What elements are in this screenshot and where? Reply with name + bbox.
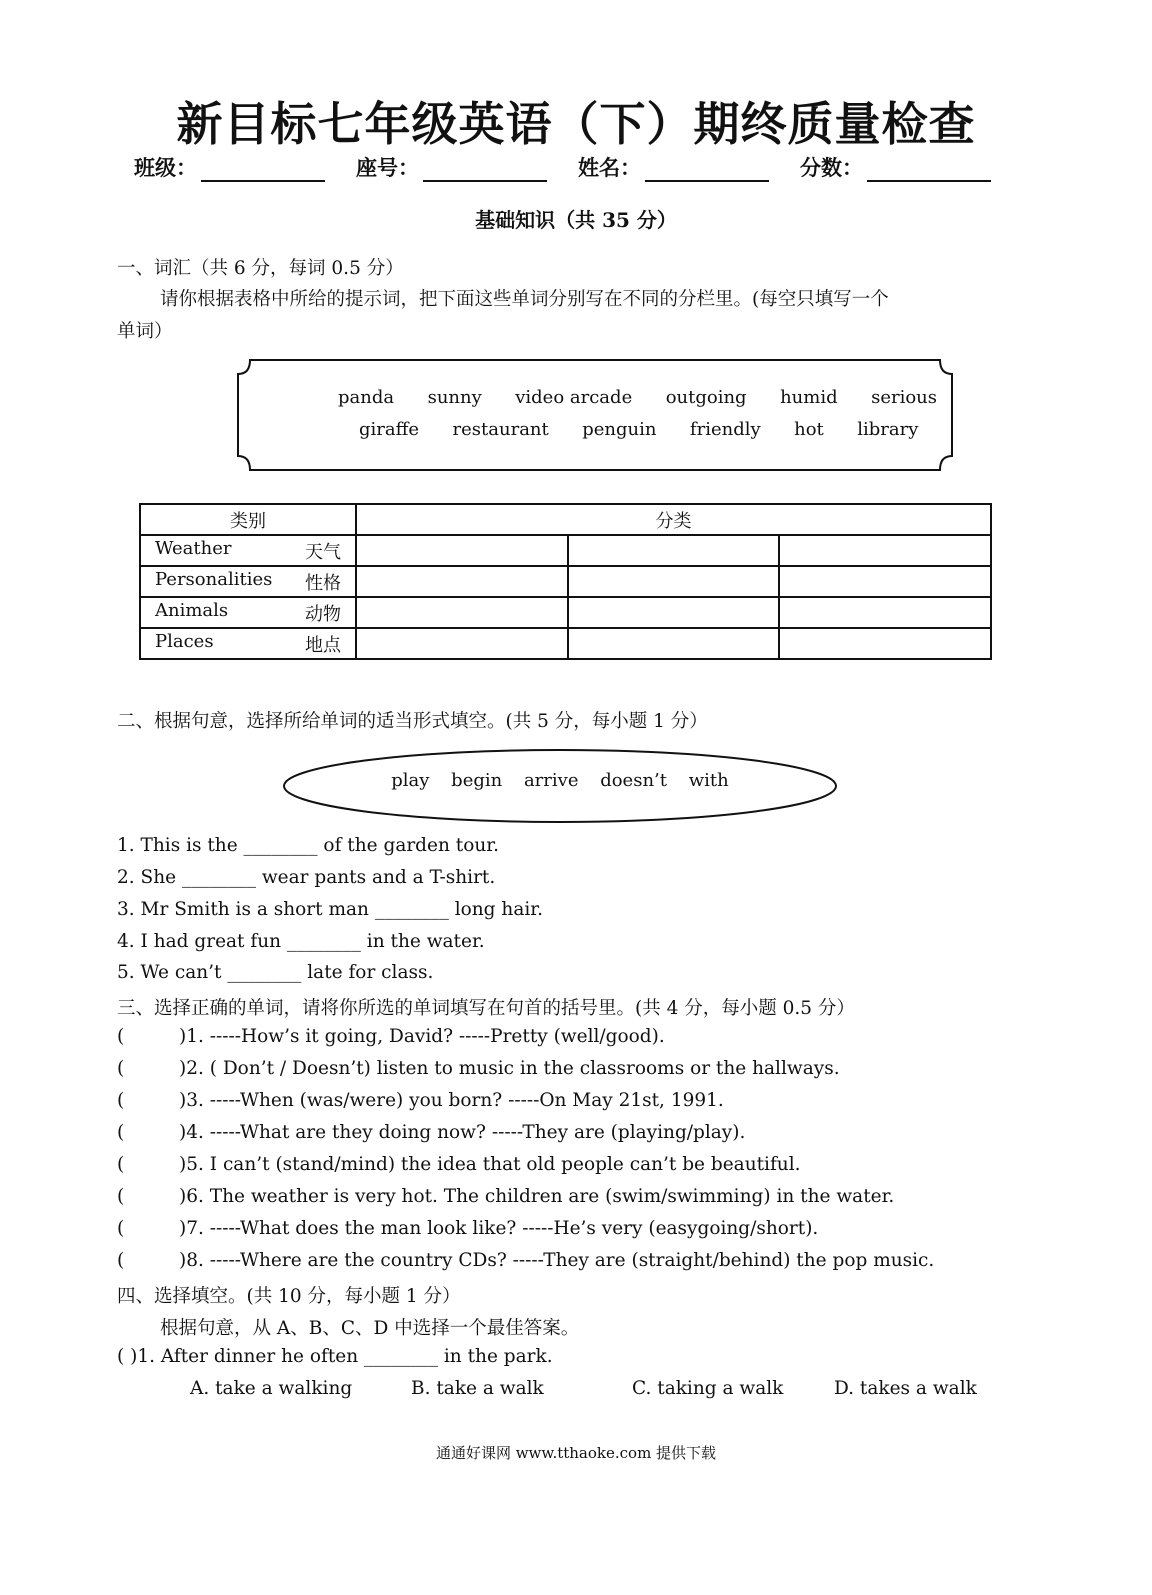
category-cell [140, 628, 356, 659]
category-en: Animals [155, 599, 229, 621]
header-classify: 分类 [356, 504, 991, 535]
section3-item-6 [117, 1186, 894, 1207]
word-item: sunny [427, 387, 482, 408]
answer-cell[interactable] [568, 535, 780, 566]
option-c[interactable]: C. taking a walk [632, 1378, 784, 1399]
name-field[interactable] [578, 152, 769, 182]
word-item: outgoing [665, 387, 747, 408]
page-title: 新目标七年级英语（下）期终质量检查 [176, 97, 976, 151]
section1-instruction-line1: 请你根据表格中所给的提示词，把下面这些单词分别写在不同的分栏里。(每空只填写一个 [160, 289, 889, 310]
answer-cell[interactable] [356, 535, 568, 566]
answer-cell[interactable] [779, 535, 991, 566]
answer-cell[interactable] [356, 628, 568, 659]
seat-field[interactable] [356, 152, 547, 182]
table-row [140, 628, 991, 659]
word-box-row-2 [359, 419, 918, 440]
section4-heading: 四、选择填空。(共 10 分，每小题 1 分） [117, 1286, 461, 1307]
class-label: 班级： [134, 155, 197, 180]
category-cn: 动物 [305, 603, 341, 625]
category-en: Personalities [155, 568, 273, 590]
answer-paren[interactable]: ( [117, 1026, 125, 1047]
name-label: 姓名： [578, 155, 641, 180]
section3-item-text: )1. -----How’s it going, David? -----Pretty (well/good). [179, 1026, 665, 1047]
category-en: Weather [155, 537, 232, 559]
word-item: giraffe [359, 419, 420, 440]
section2-item-2: 2. She ________ wear pants and a T-shirt. [117, 867, 496, 888]
answer-paren[interactable]: ( [117, 1122, 125, 1143]
option-b[interactable]: B. take a walk [411, 1378, 544, 1399]
table-row [140, 566, 991, 597]
word-item: library [857, 419, 919, 440]
header-category: 类别 [140, 504, 356, 535]
word-box-row-1 [338, 387, 937, 408]
section4-instruction: 根据句意，从 A、B、C、D 中选择一个最佳答案。 [160, 1318, 580, 1339]
answer-cell[interactable] [568, 628, 780, 659]
section1-heading: 一、词汇（共 6 分，每词 0.5 分） [117, 258, 404, 279]
category-cn: 性格 [305, 572, 341, 594]
classification-table [139, 503, 992, 660]
answer-paren[interactable]: ( [117, 1154, 125, 1175]
answer-paren[interactable]: ( [117, 1186, 125, 1207]
section2-heading: 二、根据句意，选择所给单词的适当形式填空。(共 5 分，每小题 1 分） [117, 711, 708, 732]
section3-item-text: )3. -----When (was/were) you born? -----On May 21st, 1991. [179, 1090, 724, 1111]
score-blank[interactable] [867, 160, 991, 182]
category-cell [140, 566, 356, 597]
section2-item-4: 4. I had great fun ________ in the water. [117, 931, 485, 952]
answer-cell[interactable] [779, 566, 991, 597]
section3-item-text: )6. The weather is very hot. The children are (swim/swimming) in the water. [179, 1186, 895, 1207]
section3-item-text: )2. ( Don’t / Doesn’t) listen to music in the classrooms or the hallways. [179, 1058, 840, 1079]
section3-item-text: )8. -----Where are the country CDs? -----They are (straight/behind) the pop music. [179, 1250, 935, 1271]
word-item: video arcade [515, 387, 633, 408]
answer-cell[interactable] [568, 597, 780, 628]
answer-paren[interactable]: ( [117, 1250, 125, 1271]
section3-item-1 [117, 1026, 665, 1047]
score-label: 分数： [800, 155, 863, 180]
section3-item-7 [117, 1218, 818, 1239]
answer-cell[interactable] [568, 566, 780, 597]
student-info-row [0, 152, 1152, 192]
section2-word-bank: play begin arrive doesn’t with [391, 770, 729, 791]
seat-label: 座号： [356, 155, 419, 180]
section4-question-1: ( )1. After dinner he often ________ in the park. [117, 1346, 553, 1367]
word-item: penguin [582, 419, 657, 440]
word-item: restaurant [452, 419, 549, 440]
category-cell [140, 535, 356, 566]
section2-item-1: 1. This is the ________ of the garden tour. [117, 835, 499, 856]
page-footer: 通通好课网 www.tthaoke.com 提供下载 [435, 1444, 717, 1462]
section3-item-4 [117, 1122, 745, 1143]
category-cn: 地点 [305, 634, 341, 656]
option-d[interactable]: D. takes a walk [834, 1378, 977, 1399]
table-header-row [140, 504, 991, 535]
section3-heading: 三、选择正确的单词，请将你所选的单词填写在句首的括号里。(共 4 分，每小题 0.5 分） [117, 998, 855, 1019]
word-item: friendly [689, 419, 761, 440]
section1-instruction-line2: 单词） [117, 321, 173, 342]
section3-item-text: )7. -----What does the man look like? -----He’s very (easygoing/short). [179, 1218, 819, 1239]
answer-cell[interactable] [356, 597, 568, 628]
table-row [140, 597, 991, 628]
category-en: Places [155, 630, 214, 652]
score-field[interactable] [800, 152, 991, 182]
section3-item-text: )4. -----What are they doing now? -----They are (playing/play). [179, 1122, 746, 1143]
word-item: hot [794, 419, 824, 440]
section-subtitle: 基础知识（共 35 分） [475, 208, 677, 232]
category-cell [140, 597, 356, 628]
word-item: serious [871, 387, 937, 408]
category-cn: 天气 [305, 541, 341, 563]
answer-cell[interactable] [779, 628, 991, 659]
table-row [140, 535, 991, 566]
word-item: humid [780, 387, 838, 408]
class-blank[interactable] [201, 160, 325, 182]
class-field[interactable] [134, 152, 325, 182]
section3-item-2 [117, 1058, 840, 1079]
answer-cell[interactable] [356, 566, 568, 597]
option-a[interactable]: A. take a walking [190, 1378, 353, 1399]
section3-item-text: )5. I can’t (stand/mind) the idea that old people can’t be beautiful. [179, 1154, 801, 1175]
section2-item-3: 3. Mr Smith is a short man ________ long hair. [117, 899, 543, 920]
section3-item-5 [117, 1154, 801, 1175]
seat-blank[interactable] [423, 160, 547, 182]
section3-item-3 [117, 1090, 724, 1111]
answer-paren[interactable]: ( [117, 1058, 125, 1079]
name-blank[interactable] [645, 160, 769, 182]
word-item: panda [338, 387, 395, 408]
section2-item-5: 5. We can’t ________ late for class. [117, 962, 434, 983]
answer-paren[interactable]: ( [117, 1090, 125, 1111]
answer-paren[interactable]: ( [117, 1218, 125, 1239]
section3-item-8 [117, 1250, 934, 1271]
word-box-frame [236, 358, 954, 472]
answer-cell[interactable] [779, 597, 991, 628]
